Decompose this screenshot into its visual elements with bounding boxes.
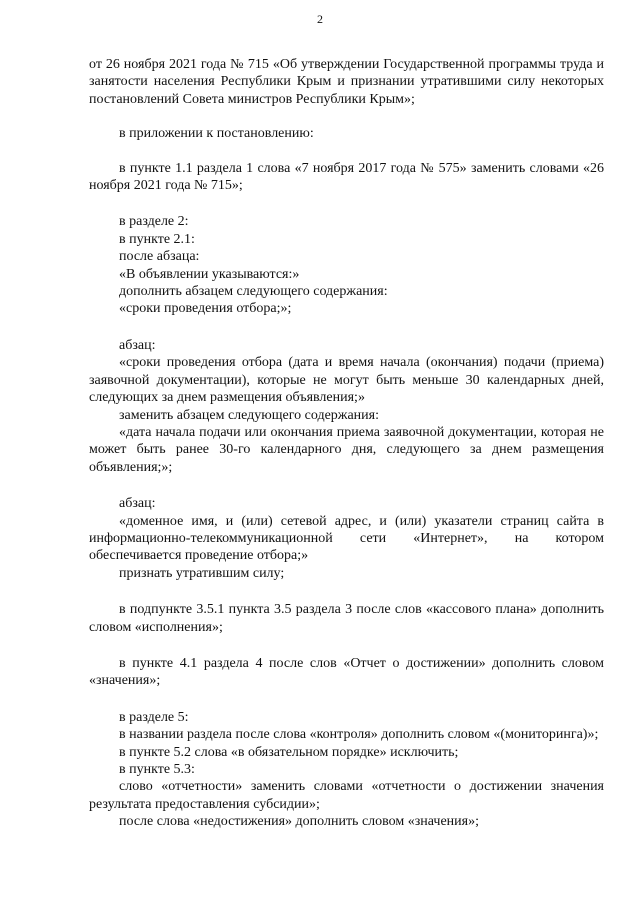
paragraph-replace: заменить абзацем следующего содержания: <box>119 407 379 423</box>
page-number: 2 <box>317 12 323 26</box>
paragraph-quote-terms: «сроки проведения отбора;»; <box>119 301 292 317</box>
paragraph-subpoint-3-5-1: в подпункте 3.5.1 пункта 3.5 раздела 3 после слов «кассового плана» дополнить словом «исполнения»; <box>89 602 604 635</box>
paragraph-section-5-title: в названии раздела после слова «контроля» дополнить словом «(мониторинга)»; <box>119 727 599 743</box>
paragraph-point-5-3: в пункте 5.3: <box>119 762 195 777</box>
paragraph-after: после абзаца: <box>119 249 200 265</box>
paragraph-decree-reference: от 26 ноября 2021 года № 715 «Об утверждении Государственной программы труда и занятости населения Республики Крым и признании утратившими силу некоторых постановлений Совета министров Республики Крым»; <box>89 57 604 107</box>
paragraph-section-1: в пункте 1.1 раздела 1 слова «7 ноября 2017 года № 575» заменить словами «26 ноября 2021 года № 715»; <box>89 160 604 194</box>
paragraph-section-5: в разделе 5: <box>119 709 189 725</box>
paragraph-quote-terms-full: «сроки проведения отбора (дата и время начала (окончания) подачи (приема) заявочной документации), которые не могут быть меньше 30 календарных дней, следующих за днем размещения объявления;» <box>89 355 604 406</box>
paragraph-supplement: дополнить абзацем следующего содержания: <box>119 284 388 300</box>
paragraph-quote-start-date: «дата начала подачи или окончания приема заявочной документации, которая не может быть ранее 30-го календарного дня, следующего за днем размещения объявления;»; <box>89 424 604 475</box>
paragraph-section-2: в разделе 2: <box>119 214 189 230</box>
paragraph-reporting: слово «отчетности» заменить словами «отчетности о достижении значения результата предоставления субсидии»; <box>89 779 604 812</box>
paragraph-point-2-1: в пункте 2.1: <box>119 231 195 247</box>
paragraph-abzac-1: абзац: <box>119 337 156 353</box>
paragraph-abzac-2: абзац: <box>119 496 156 512</box>
paragraph-appendix: в приложении к постановлению: <box>119 126 314 142</box>
paragraph-repeal: признать утратившим силу; <box>119 565 285 581</box>
paragraph-non-achievement: после слова «недостижения» дополнить словом «значения»; <box>119 814 479 830</box>
paragraph-quote-domain: «доменное имя, и (или) сетевой адрес, и (или) указатели страниц сайта в информационно-телекоммуникационной сети «Интернет», на котором обеспечивается проведение отбора;» <box>89 513 604 564</box>
paragraph-quote-announcement: «В объявлении указываются:» <box>119 266 300 282</box>
paragraph-point-5-2: в пункте 5.2 слова «в обязательном порядке» исключить; <box>119 744 459 760</box>
paragraph-point-4-1: в пункте 4.1 раздела 4 после слов «Отчет о достижении» дополнить словом «значения»; <box>89 655 604 689</box>
